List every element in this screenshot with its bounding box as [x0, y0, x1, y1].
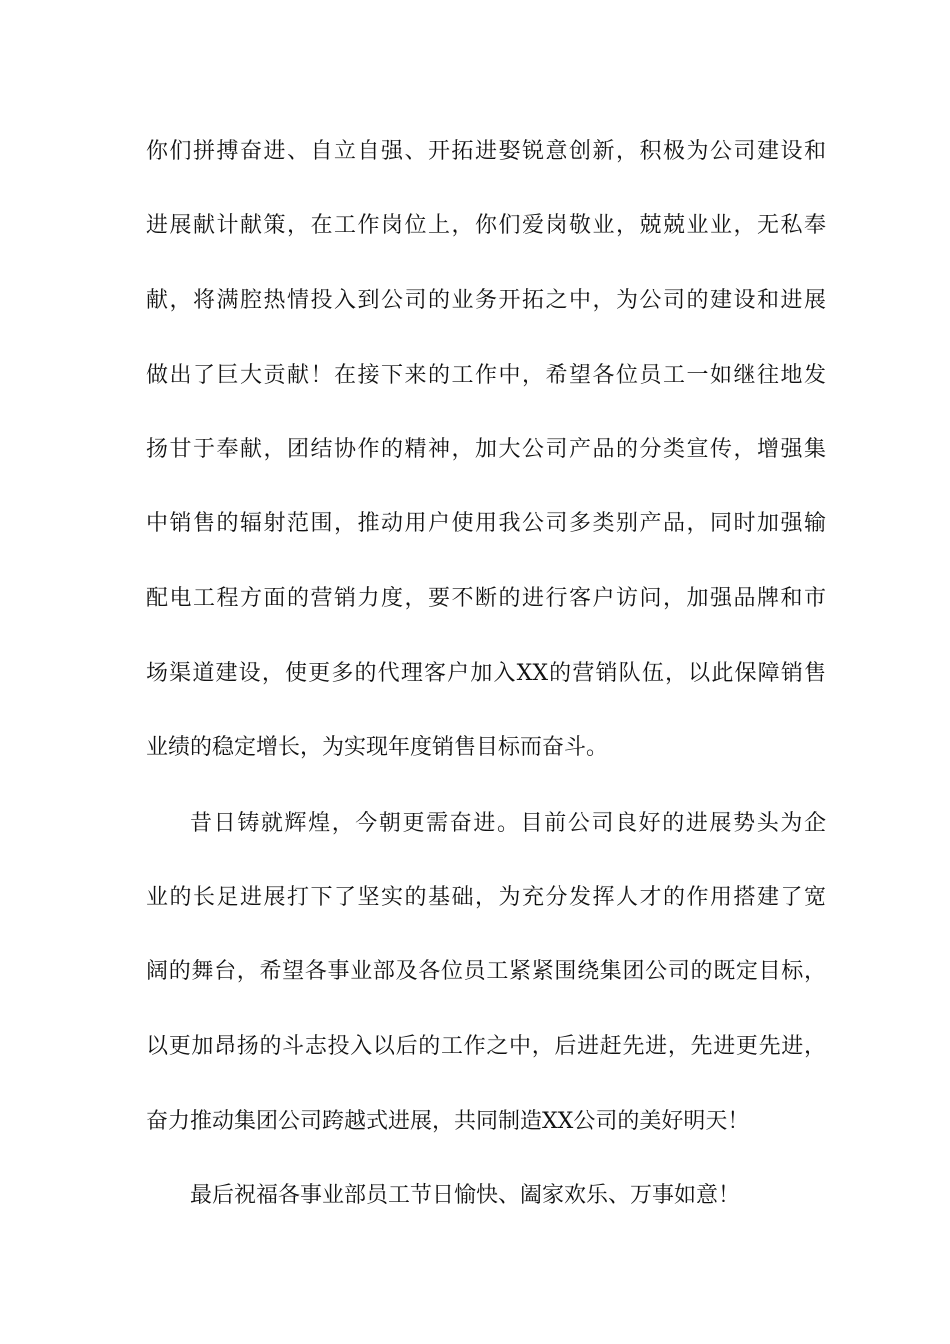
text-line: 以更加昂扬的斗志投入以后的工作之中，后进赶先进，先进更先进， — [146, 1034, 826, 1059]
text-line: 奋力推动集团公司跨越式进展，共同制造XX公司的美好明天！ — [146, 1109, 750, 1134]
text-line: 业绩的稳定增长，为实现年度销售目标而奋斗。 — [146, 735, 609, 760]
text-line: 你们拼搏奋进、自立自强、开拓进娶锐意创新，积极为公司建设和 — [146, 139, 826, 164]
text-line: 配电工程方面的营销力度，要不断的进行客户访问，加强品牌和市 — [146, 586, 826, 611]
closing-line: 最后祝福各事业部员工节日愉快、阖家欢乐、万事如意！ — [190, 1183, 741, 1208]
text-line: 扬甘于奉献，团结协作的精神，加大公司产品的分类宣传，增强集 — [146, 437, 826, 462]
text-line: 做出了巨大贡献！在接下来的工作中，希望各位员工一如继往地发 — [146, 363, 826, 388]
text-line: 场渠道建设，使更多的代理客户加入XX的营销队伍，以此保障销售 — [146, 661, 826, 686]
text-line: 阔的舞台，希望各事业部及各位员工紧紧围绕集团公司的既定目标， — [146, 959, 826, 984]
text-line: 中销售的辐射范围，推动用户使用我公司多类别产品，同时加强输 — [146, 511, 826, 536]
paragraph-first-line: 昔日铸就辉煌，今朝更需奋进。目前公司良好的进展势头为企 — [190, 811, 826, 836]
text-line: 业的长足进展打下了坚实的基础，为充分发挥人才的作用搭建了宽 — [146, 885, 826, 910]
text-line: 进展献计献策，在工作岗位上，你们爱岗敬业，兢兢业业，无私奉 — [146, 213, 826, 238]
text-line: 献，将满腔热情投入到公司的业务开拓之中，为公司的建设和进展 — [146, 288, 826, 313]
